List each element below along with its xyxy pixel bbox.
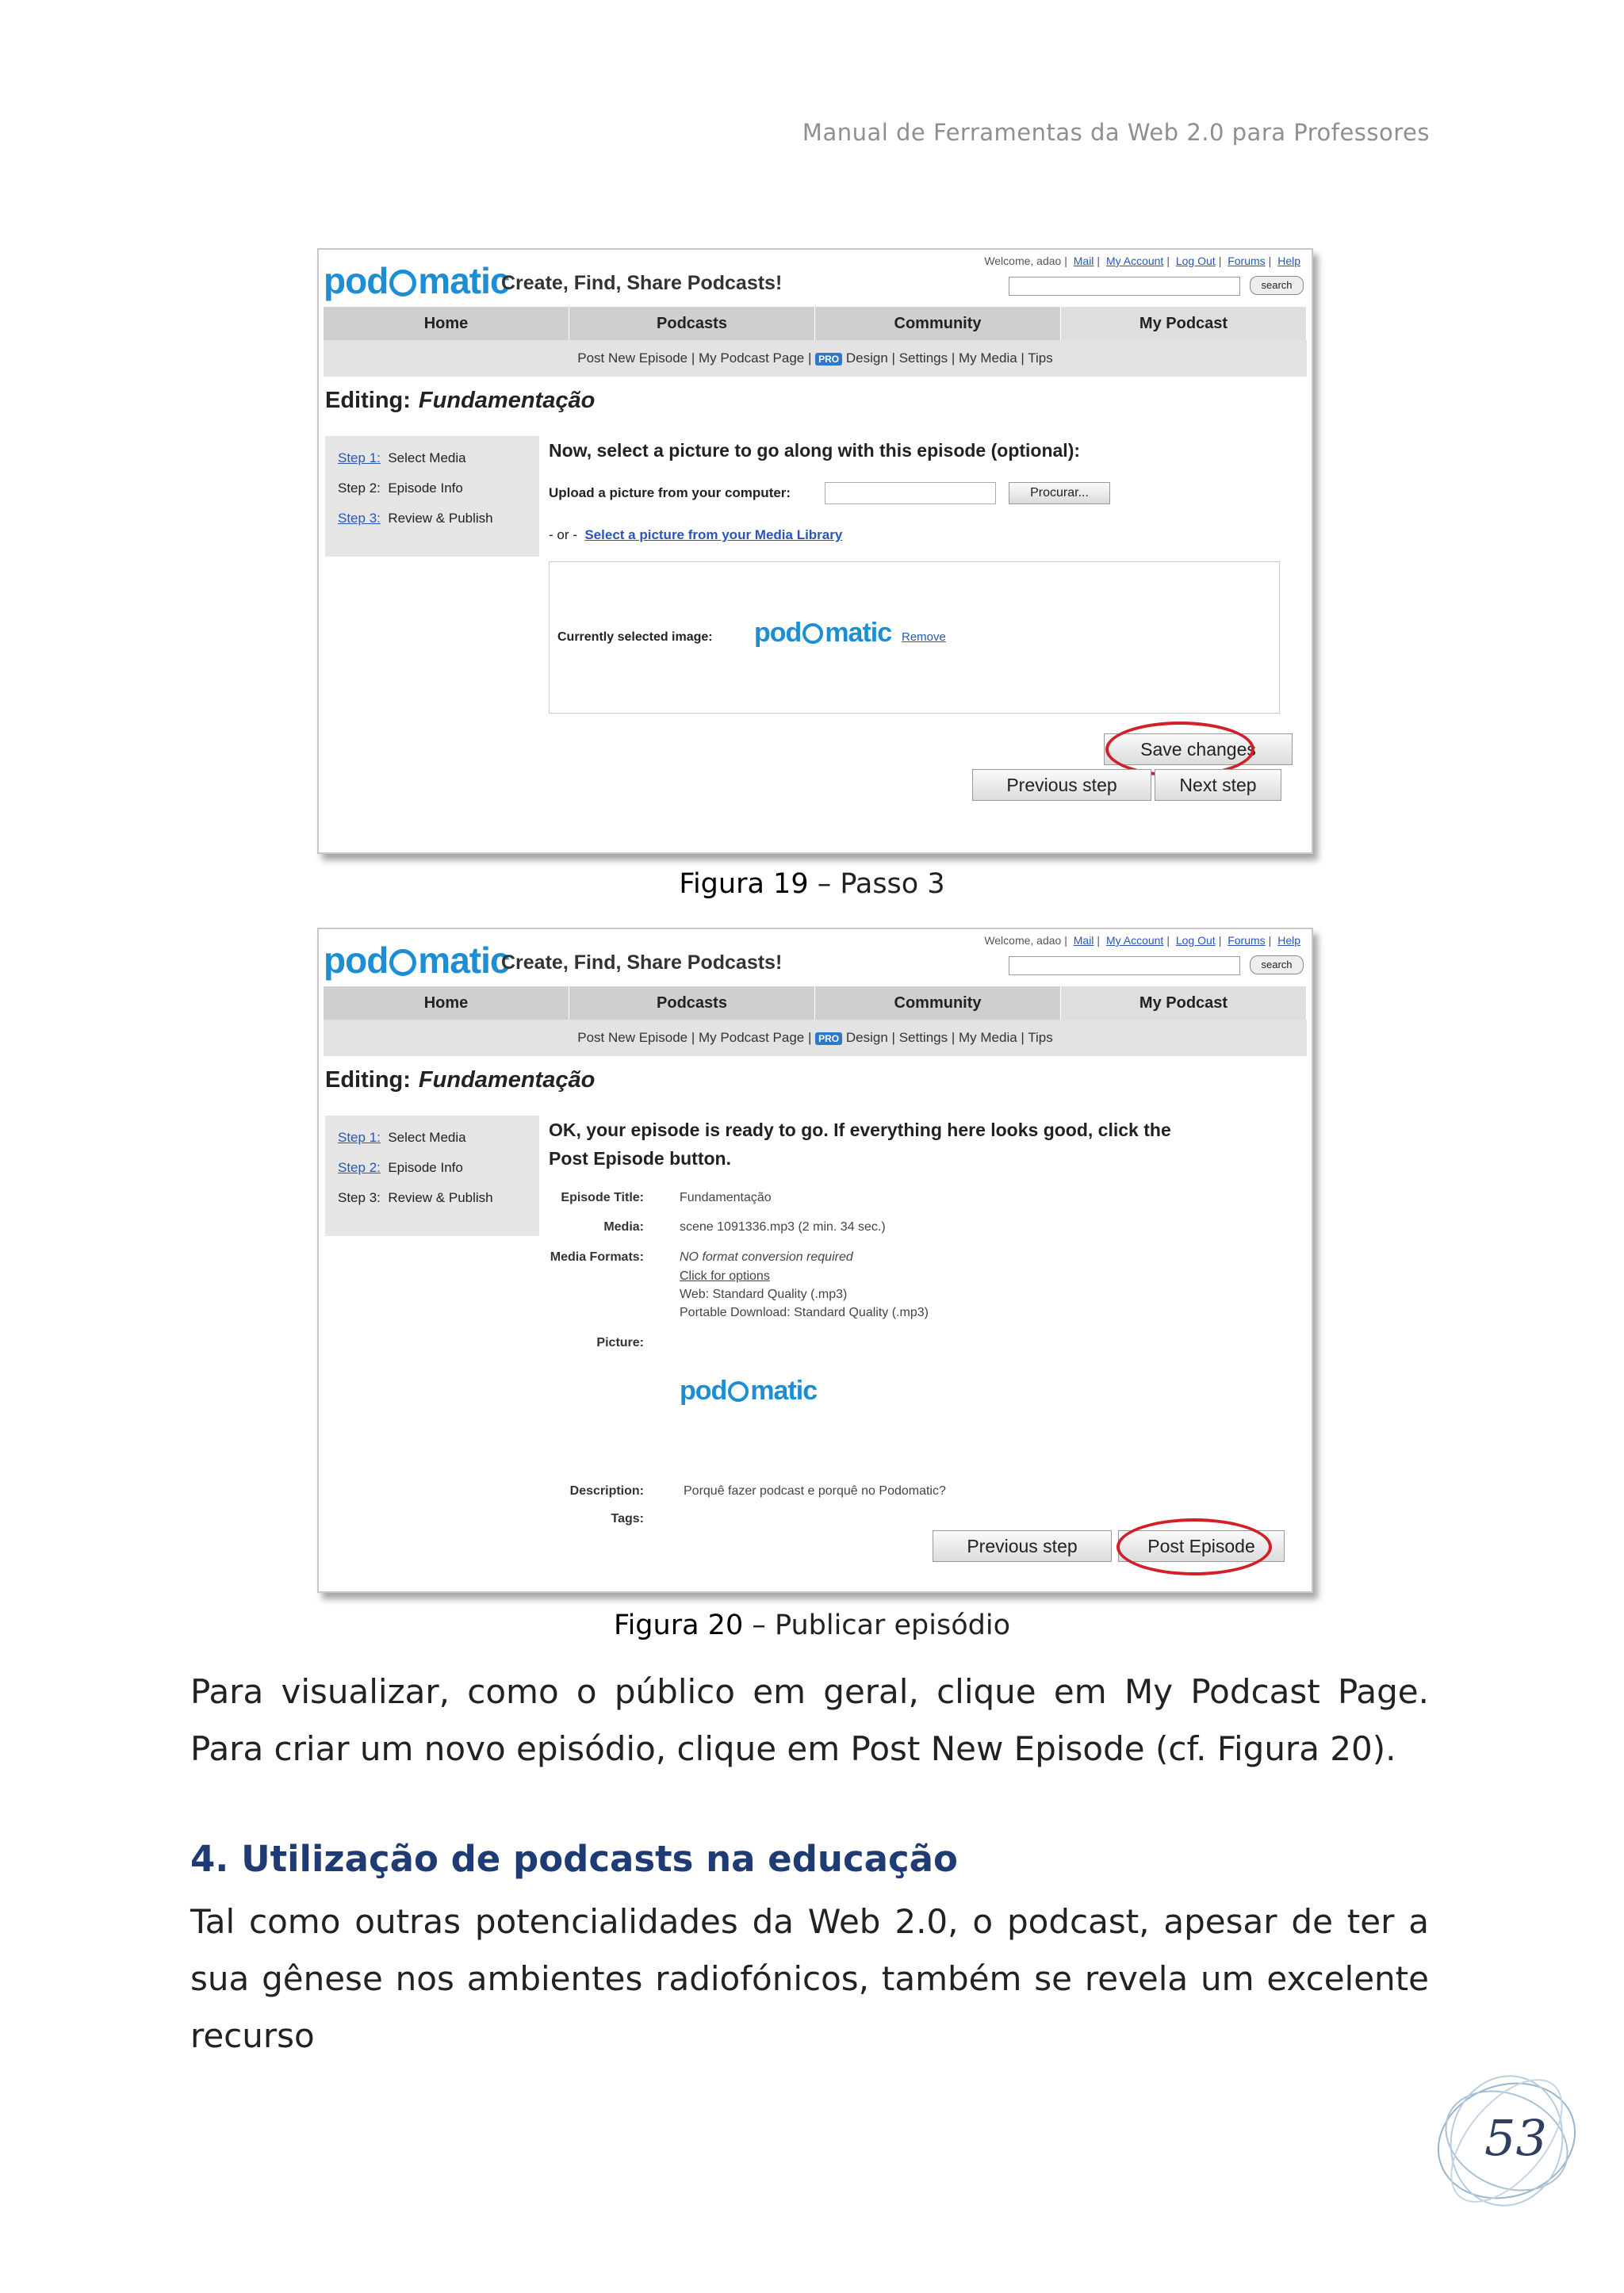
figure-19-caption — [0, 868, 1624, 900]
subnav-tips[interactable]: Tips — [1028, 1030, 1053, 1045]
description-value: Porquê fazer podcast e porquê no Podomatic? — [684, 1484, 946, 1498]
help-link[interactable]: Help — [1277, 255, 1300, 267]
click-for-options-link[interactable]: Click for options — [680, 1269, 770, 1283]
forums-link[interactable]: Forums — [1228, 934, 1266, 947]
description-label: Description: — [569, 1484, 644, 1498]
selected-image-box — [549, 561, 1280, 714]
or-separator: - or - — [549, 527, 577, 542]
site-header — [319, 250, 1312, 307]
step-2-label: Step 2: — [338, 480, 381, 496]
steps-panel — [325, 436, 539, 557]
step-2-text: Episode Info — [388, 1160, 463, 1175]
welcome-text: Welcome, adao — [984, 934, 1062, 947]
subnav-my-media[interactable]: My Media — [959, 1030, 1017, 1045]
step-3-label: Step 3: — [338, 1190, 381, 1205]
media-formats-label: Media Formats: — [550, 1250, 644, 1264]
formats-note: NO format conversion required — [680, 1250, 853, 1264]
step-1-link[interactable]: Step 1: — [338, 1130, 381, 1145]
subnav-design[interactable]: Design — [845, 1030, 888, 1045]
tab-podcasts[interactable]: Podcasts — [569, 986, 815, 1020]
logout-link[interactable]: Log Out — [1175, 255, 1216, 267]
mail-link[interactable]: Mail — [1073, 255, 1094, 267]
logout-link[interactable]: Log Out — [1175, 934, 1216, 947]
my-account-link[interactable]: My Account — [1105, 255, 1164, 267]
subnav-my-media[interactable]: My Media — [959, 350, 1017, 366]
previous-step-button[interactable]: Previous step — [972, 769, 1151, 801]
tab-home[interactable]: Home — [324, 307, 569, 340]
subnav-settings[interactable]: Settings — [898, 1030, 948, 1045]
tab-podcasts[interactable]: Podcasts — [569, 307, 815, 340]
upload-file-input[interactable] — [825, 482, 996, 504]
sub-nav: Post New Episode | My Podcast Page | PRO Design | Settings | My Media | Tips — [324, 1020, 1307, 1056]
step-1-text: Select Media — [388, 450, 466, 465]
tab-community[interactable]: Community — [815, 986, 1061, 1020]
upload-label: Upload a picture from your computer: — [549, 485, 791, 500]
search-button[interactable]: search — [1250, 955, 1304, 974]
pro-badge: PRO — [815, 1032, 842, 1045]
subnav-design[interactable]: Design — [845, 350, 888, 366]
site-tagline: Create, Find, Share Podcasts! — [501, 951, 783, 974]
editing-title — [325, 1067, 1305, 1093]
tags-label: Tags: — [611, 1512, 644, 1525]
main-nav — [324, 307, 1307, 340]
site-tagline: Create, Find, Share Podcasts! — [501, 272, 783, 294]
step-3-text: Review & Publish — [388, 1190, 493, 1205]
figure-20-screenshot — [317, 928, 1313, 1593]
caption-label: Figura 19 — [679, 868, 809, 900]
picture-label: Picture: — [596, 1336, 644, 1349]
search-button[interactable]: search — [1250, 276, 1304, 295]
search-input[interactable] — [1009, 956, 1240, 975]
editing-title — [325, 388, 1305, 414]
remove-link[interactable]: Remove — [902, 630, 946, 644]
caption-text: – Publicar episódio — [743, 1610, 1010, 1641]
section-title: 4. Utilização de podcasts na educação — [190, 1838, 958, 1880]
media-value: scene 1091336.mp3 (2 min. 34 sec.) — [680, 1220, 886, 1234]
podomatic-logo[interactable]: pod matic — [324, 260, 510, 301]
subnav-post-new-episode[interactable]: Post New Episode — [577, 350, 688, 366]
welcome-text: Welcome, adao — [984, 255, 1062, 267]
figure-19-screenshot — [317, 248, 1313, 854]
steps-panel — [325, 1116, 539, 1236]
episode-title-label: Episode Title: — [561, 1191, 644, 1204]
subnav-my-podcast-page[interactable]: My Podcast Page — [699, 1030, 805, 1045]
tab-community[interactable]: Community — [815, 307, 1061, 340]
step-3-link[interactable]: Step 3: — [338, 511, 381, 526]
previous-step-button[interactable]: Previous step — [933, 1530, 1112, 1562]
tab-my-podcast[interactable]: My Podcast — [1061, 307, 1307, 340]
main-nav — [324, 986, 1307, 1020]
episode-name: Fundamentação — [418, 1067, 596, 1093]
format-portable: Portable Download: Standard Quality (.mp3) — [680, 1306, 929, 1319]
search-input[interactable] — [1009, 277, 1240, 296]
media-library-link[interactable]: Select a picture from your Media Library — [584, 527, 843, 542]
account-links: Welcome, adao | Mail | My Account | Log Out | Forums | Help — [984, 934, 1300, 947]
subnav-settings[interactable]: Settings — [898, 350, 948, 366]
help-link[interactable]: Help — [1277, 934, 1300, 947]
next-step-button[interactable]: Next step — [1155, 769, 1281, 801]
sub-nav: Post New Episode | My Podcast Page | PRO Design | Settings | My Media | Tips — [324, 340, 1307, 377]
editing-label: Editing: — [325, 1067, 411, 1093]
media-label: Media: — [603, 1220, 644, 1234]
tab-home[interactable]: Home — [324, 986, 569, 1020]
paragraph-2: Tal como outras potencialidades da Web 2.0, o podcast, apesar de ter a sua gênese nos ambientes radiofónicos, também se revela um excelente recurso — [190, 1902, 1429, 2055]
podomatic-logo[interactable]: pod matic — [324, 940, 510, 981]
caption-label: Figura 20 — [614, 1610, 744, 1641]
site-header — [319, 929, 1312, 986]
episode-name: Fundamentação — [418, 388, 596, 413]
review-step-content — [549, 1116, 1296, 1587]
subnav-post-new-episode[interactable]: Post New Episode — [577, 1030, 688, 1045]
mail-link[interactable]: Mail — [1073, 934, 1094, 947]
paragraph-1: Para visualizar, como o público em geral, clique em My Podcast Page. Para criar um novo episódio, clique em Post New Episode (cf. Figura 20). — [190, 1672, 1429, 1768]
running-header: Manual de Ferramentas da Web 2.0 para Professores — [802, 119, 1430, 146]
selected-image-logo: pod matic — [754, 618, 892, 648]
my-account-link[interactable]: My Account — [1105, 934, 1164, 947]
figure-20-caption — [0, 1610, 1624, 1641]
highlight-circle — [1116, 1518, 1272, 1575]
save-changes-button[interactable]: Save changes — [1104, 733, 1293, 765]
review-heading-line-2: Post Episode button. — [549, 1148, 731, 1169]
current-image-label: Currently selected image: — [557, 630, 713, 644]
step-3-text: Review & Publish — [388, 511, 493, 526]
format-web: Web: Standard Quality (.mp3) — [680, 1288, 848, 1301]
browse-button[interactable]: Procurar... — [1009, 482, 1110, 504]
step-2-link[interactable]: Step 2: — [338, 1160, 381, 1175]
caption-text: – Passo 3 — [808, 868, 945, 900]
editing-label: Editing: — [325, 388, 411, 413]
picture-step-content — [549, 436, 1296, 848]
pro-badge: PRO — [815, 353, 842, 366]
subnav-tips[interactable]: Tips — [1028, 350, 1053, 366]
forums-link[interactable]: Forums — [1228, 255, 1266, 267]
episode-picture-logo: pod matic — [680, 1376, 818, 1406]
picture-step-heading: Now, select a picture to go along with this episode (optional): — [549, 440, 1081, 461]
step-1-text: Select Media — [388, 1130, 466, 1145]
subnav-my-podcast-page[interactable]: My Podcast Page — [699, 350, 805, 366]
account-links: Welcome, adao | Mail | My Account | Log Out | Forums | Help — [984, 255, 1300, 267]
tab-my-podcast[interactable]: My Podcast — [1061, 986, 1307, 1020]
step-2-text: Episode Info — [388, 480, 463, 496]
page-number: 53 — [1484, 2109, 1547, 2167]
step-1-link[interactable]: Step 1: — [338, 450, 381, 465]
post-episode-button[interactable]: Post Episode — [1118, 1530, 1285, 1562]
episode-title-value: Fundamentação — [680, 1191, 772, 1204]
review-heading-line-1: OK, your episode is ready to go. If everything here looks good, click the — [549, 1120, 1171, 1140]
